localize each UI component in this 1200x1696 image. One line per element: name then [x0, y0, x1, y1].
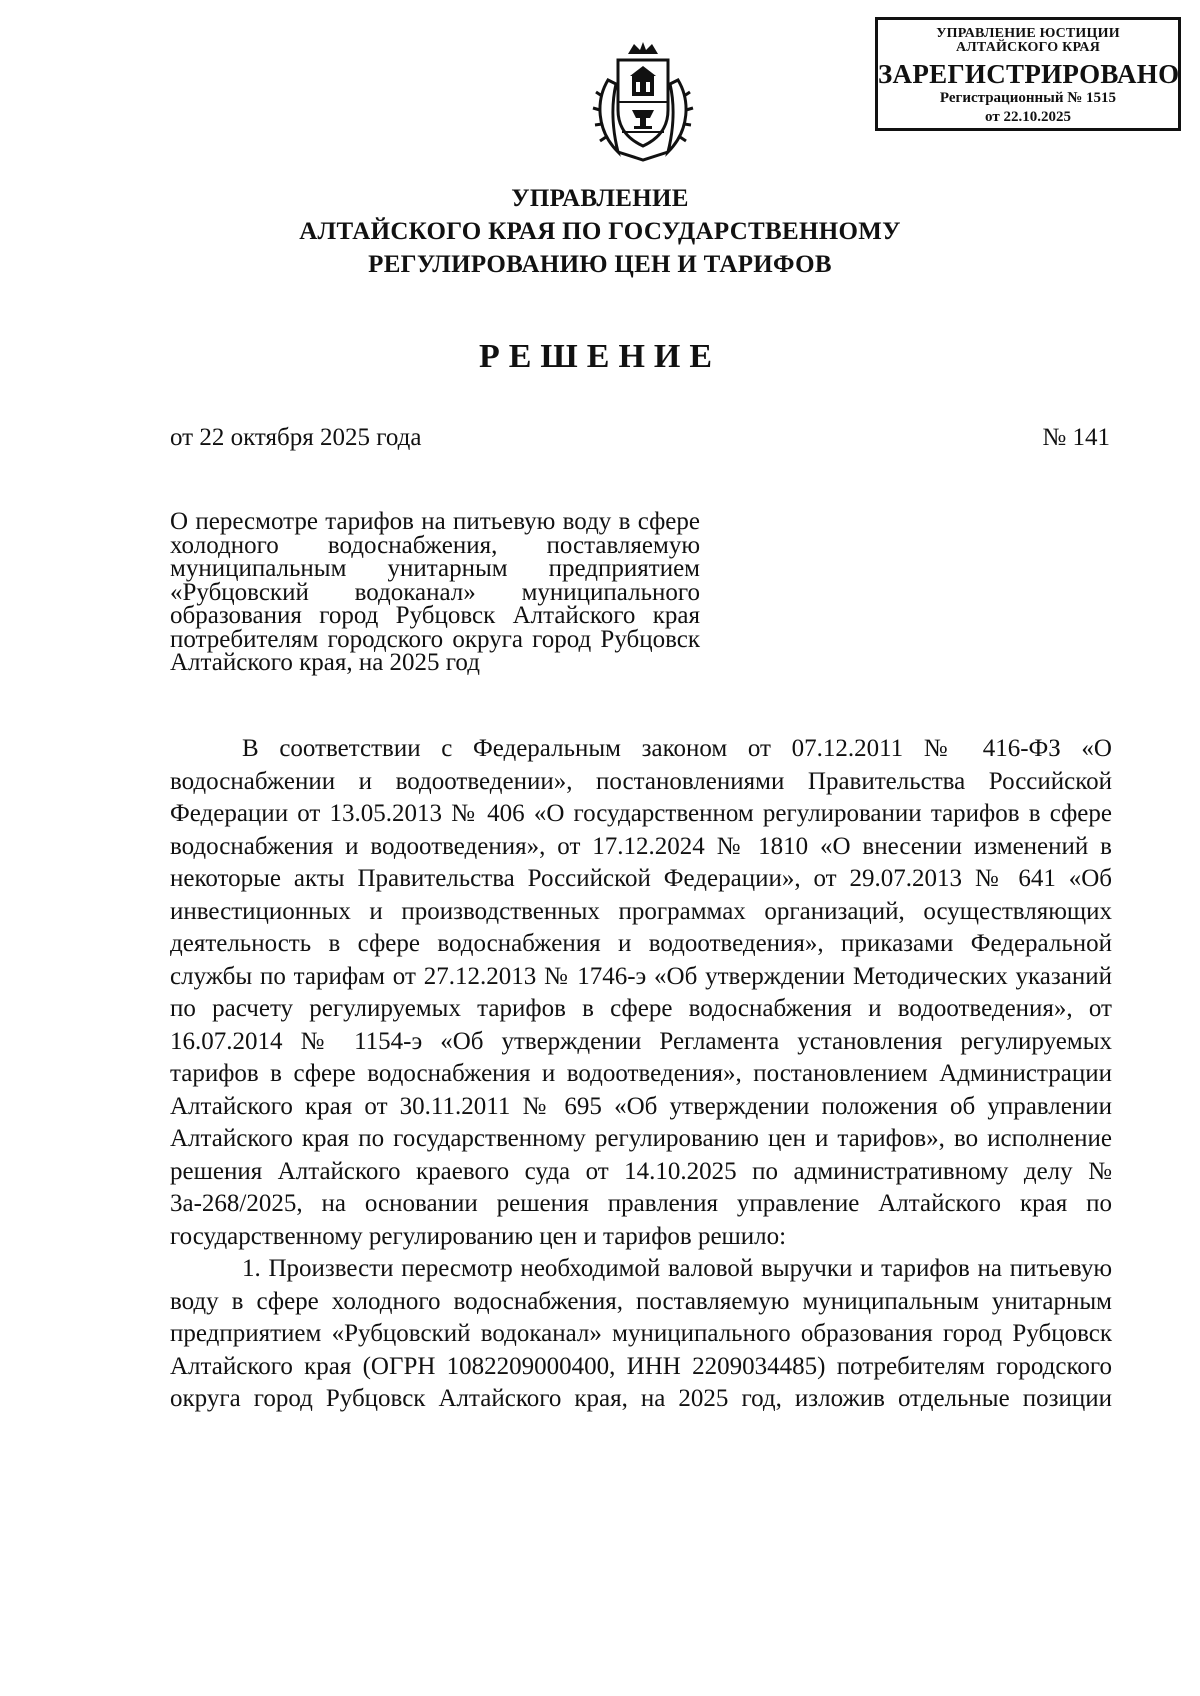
stamp-organization-line2: АЛТАЙСКОГО КРАЯ: [955, 40, 1101, 55]
document-date: от 22 октября 2025 года: [170, 424, 422, 451]
authority-line-1: УПРАВЛЕНИЕ: [511, 185, 689, 212]
stamp-status: ЗАРЕГИСТРИРОВАНО: [878, 59, 1180, 89]
issuing-authority: [200, 182, 1000, 281]
stamp-registration-date: от 22.10.2025: [985, 109, 1071, 125]
document-subject: О пересмотре тарифов на питьевую воду в сфере холодного водоснабжения, поставляемую муниципальным унитарным предприятием «Рубцовский водоканал» муниципального образования город Рубцовск Алтайского края потребителям городского округа город Рубцовск Алтайского края, на 2025 год: [170, 508, 700, 676]
stamp-registration-number: Регистрационный № 1515: [939, 90, 1117, 106]
document-number: № 141: [1042, 424, 1110, 451]
authority-line-3: РЕГУЛИРОВАНИЮ ЦЕН И ТАРИФОВ: [368, 251, 832, 278]
preamble-paragraph: В соответствии с Федеральным законом от 07.12.2011 № 416-ФЗ «О водоснабжении и водоотведении», постановлениями Правительства Российской Федерации от 13.05.2013 № 406 «О государственном регулировании тарифов в сфере водоснабжения и водоотведения», от 17.12.2024 № 1810 «О внесении изменений в некоторые акты Правительства Российской Федерации», от 29.07.2013 № 641 «Об инвестиционных и производственных программах организаций, осуществляющих деятельность в сфере водоснабжения и водоотведения», приказами Федеральной службы по тарифам от 27.12.2013 № 1746-э «Об утверждении Методических указаний по расчету регулируемых тарифов в сфере водоснабжения и водоотведения», от 16.07.2014 № 1154-э «Об утверждении Регламента установления регулируемых тарифов в сфере водоснабжения и водоотведения», постановлением Администрации Алтайского края от 30.11.2011 № 695 «Об утверждении положения об управлении Алтайского края по государственному регулированию цен и тарифов», во исполнение решения Алтайского краевого суда от 14.10.2025 по административному делу № 3а-268/2025, на основании решения правления управление Алтайского края по государственному регулированию цен и тарифов решило:: [170, 735, 1112, 1250]
document-type-title: РЕШЕНИЕ: [478, 338, 722, 375]
document-body: [170, 733, 1112, 1416]
coat-of-arms-icon: [588, 40, 698, 164]
registration-stamp: [875, 17, 1181, 131]
authority-line-2: АЛТАЙСКОГО КРАЯ ПО ГОСУДАРСТВЕННОМУ: [299, 218, 901, 245]
stamp-organization-line1: УПРАВЛЕНИЕ ЮСТИЦИИ: [936, 26, 1120, 41]
item-1-paragraph: 1. Произвести пересмотр необходимой валовой выручки и тарифов на питьевую воду в сфере холодного водоснабжения, поставляемую муниципальным унитарным предприятием «Рубцовский водоканал» муниципального образования город Рубцовск Алтайского края (ОГРН 1082209000400, ИНН 2209034485) потребителям городского округа город Рубцовск Алтайского края, на 2025 год, изложив отдельные позиции: [170, 1255, 1112, 1412]
